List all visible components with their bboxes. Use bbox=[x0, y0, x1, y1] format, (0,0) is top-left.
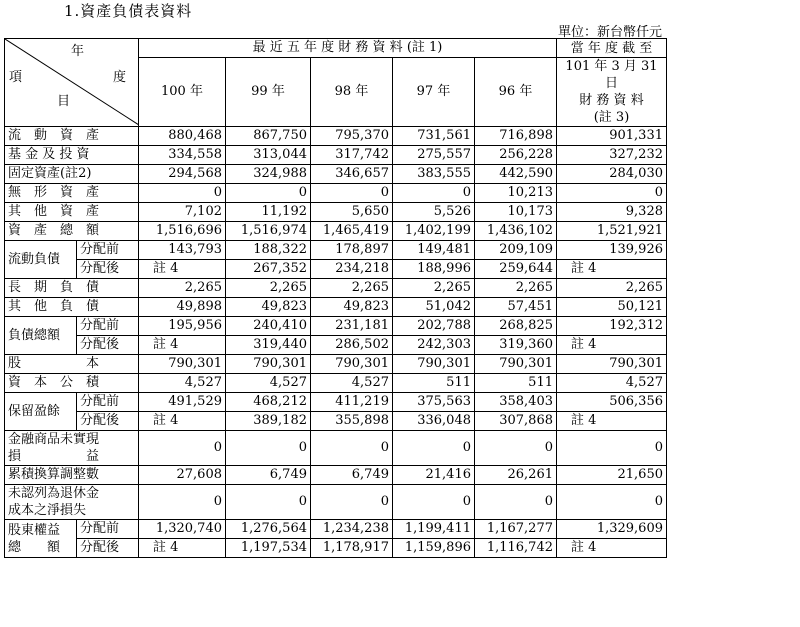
table-row bbox=[5, 260, 667, 279]
current-header-line2: 101 年 3 月 31 日 bbox=[565, 59, 658, 91]
cell: 795,370 bbox=[311, 127, 393, 146]
table-row bbox=[5, 485, 667, 520]
cell: 383,555 bbox=[393, 165, 475, 184]
table-row bbox=[5, 374, 667, 393]
cell: 790,301 bbox=[226, 355, 311, 374]
cell: 10,173 bbox=[475, 203, 557, 222]
cell: 209,109 bbox=[475, 241, 557, 260]
table-row bbox=[5, 355, 667, 374]
cell: 11,192 bbox=[226, 203, 311, 222]
current-period-header bbox=[557, 58, 667, 127]
corner-year-label: 年 bbox=[71, 44, 85, 59]
cell: 50,121 bbox=[557, 298, 667, 317]
table-row bbox=[5, 520, 667, 539]
cell: 1,320,740 bbox=[139, 520, 226, 539]
sub-label: 分配前 bbox=[77, 520, 139, 539]
cell: 4,527 bbox=[557, 374, 667, 393]
cell: 2,265 bbox=[393, 279, 475, 298]
row-label: 資 產 總 額 bbox=[5, 222, 139, 241]
cell: 506,356 bbox=[557, 393, 667, 412]
cell: 51,042 bbox=[393, 298, 475, 317]
cell: 2,265 bbox=[226, 279, 311, 298]
row-label: 基 金 及 投 資 bbox=[5, 146, 139, 165]
cell: 880,468 bbox=[139, 127, 226, 146]
cell: 0 bbox=[226, 184, 311, 203]
cell: 註 4 bbox=[139, 539, 226, 558]
cell: 5,650 bbox=[311, 203, 393, 222]
cell: 901,331 bbox=[557, 127, 667, 146]
cell: 註 4 bbox=[139, 260, 226, 279]
cell: 307,868 bbox=[475, 412, 557, 431]
cell: 6,749 bbox=[311, 466, 393, 485]
cell: 0 bbox=[139, 485, 226, 520]
corner-mu-label: 目 bbox=[57, 94, 71, 109]
cell: 0 bbox=[393, 431, 475, 466]
cell: 867,750 bbox=[226, 127, 311, 146]
row-label: 其 他 資 產 bbox=[5, 203, 139, 222]
cell: 319,360 bbox=[475, 336, 557, 355]
cell: 790,301 bbox=[475, 355, 557, 374]
cell: 1,197,534 bbox=[226, 539, 311, 558]
table-row bbox=[5, 241, 667, 260]
sub-label: 分配前 bbox=[77, 317, 139, 336]
cell: 234,218 bbox=[311, 260, 393, 279]
cell: 1,516,696 bbox=[139, 222, 226, 241]
cell: 10,213 bbox=[475, 184, 557, 203]
year-header: 100 年 bbox=[139, 58, 226, 127]
cell: 註 4 bbox=[139, 412, 226, 431]
cell: 231,181 bbox=[311, 317, 393, 336]
table-row bbox=[5, 127, 667, 146]
cell: 731,561 bbox=[393, 127, 475, 146]
row-label: 保留盈餘 bbox=[5, 393, 77, 431]
table-row bbox=[5, 298, 667, 317]
sub-label: 分配後 bbox=[77, 539, 139, 558]
cell: 2,265 bbox=[557, 279, 667, 298]
cell: 317,742 bbox=[311, 146, 393, 165]
cell: 355,898 bbox=[311, 412, 393, 431]
cell: 0 bbox=[311, 431, 393, 466]
table-row bbox=[5, 466, 667, 485]
cell: 1,178,917 bbox=[311, 539, 393, 558]
cell: 2,265 bbox=[311, 279, 393, 298]
cell: 202,788 bbox=[393, 317, 475, 336]
cell: 4,527 bbox=[139, 374, 226, 393]
cell: 0 bbox=[311, 184, 393, 203]
row-label-line: 未認列為退休金 bbox=[8, 486, 100, 501]
cell: 26,261 bbox=[475, 466, 557, 485]
cell: 註 4 bbox=[139, 336, 226, 355]
cell: 0 bbox=[557, 431, 667, 466]
section-title: 1.資產負債表資料 bbox=[64, 2, 193, 20]
cell: 334,558 bbox=[139, 146, 226, 165]
row-label-line: 金融商品未實現 bbox=[8, 432, 100, 447]
cell: 27,608 bbox=[139, 466, 226, 485]
cell: 21,650 bbox=[557, 466, 667, 485]
cell: 491,529 bbox=[139, 393, 226, 412]
cell: 192,312 bbox=[557, 317, 667, 336]
cell: 1,116,742 bbox=[475, 539, 557, 558]
cell: 2,265 bbox=[475, 279, 557, 298]
cell: 468,212 bbox=[226, 393, 311, 412]
cell: 註 4 bbox=[557, 336, 667, 355]
cell: 346,657 bbox=[311, 165, 393, 184]
cell: 389,182 bbox=[226, 412, 311, 431]
cell: 1,521,921 bbox=[557, 222, 667, 241]
corner-header-cell bbox=[5, 39, 139, 127]
cell: 4,527 bbox=[226, 374, 311, 393]
cell: 0 bbox=[311, 485, 393, 520]
row-label: 流 動 資 產 bbox=[5, 127, 139, 146]
cell: 336,048 bbox=[393, 412, 475, 431]
cell: 195,956 bbox=[139, 317, 226, 336]
cell: 0 bbox=[393, 184, 475, 203]
current-header-line4: (註 3) bbox=[593, 110, 630, 125]
cell: 1,516,974 bbox=[226, 222, 311, 241]
table-row bbox=[5, 203, 667, 222]
table-row bbox=[5, 317, 667, 336]
sub-label: 分配後 bbox=[77, 336, 139, 355]
table-row bbox=[5, 146, 667, 165]
row-label: 其 他 負 債 bbox=[5, 298, 139, 317]
cell: 註 4 bbox=[557, 260, 667, 279]
cell: 294,568 bbox=[139, 165, 226, 184]
cell: 0 bbox=[393, 485, 475, 520]
cell: 1,159,896 bbox=[393, 539, 475, 558]
current-header-line3: 財 務 資 料 bbox=[579, 93, 644, 108]
sub-label: 分配後 bbox=[77, 260, 139, 279]
cell: 442,590 bbox=[475, 165, 557, 184]
cell: 4,527 bbox=[311, 374, 393, 393]
row-label: 無 形 資 產 bbox=[5, 184, 139, 203]
cell: 9,328 bbox=[557, 203, 667, 222]
row-label: 長 期 負 債 bbox=[5, 279, 139, 298]
cell: 0 bbox=[557, 485, 667, 520]
cell: 1,402,199 bbox=[393, 222, 475, 241]
cell: 0 bbox=[226, 485, 311, 520]
cell: 57,451 bbox=[475, 298, 557, 317]
sub-label: 分配後 bbox=[77, 412, 139, 431]
cell: 1,436,102 bbox=[475, 222, 557, 241]
year-header: 98 年 bbox=[311, 58, 393, 127]
cell: 375,563 bbox=[393, 393, 475, 412]
cell: 259,644 bbox=[475, 260, 557, 279]
cell: 7,102 bbox=[139, 203, 226, 222]
table-row bbox=[5, 165, 667, 184]
cell: 註 4 bbox=[557, 539, 667, 558]
corner-xiang-label: 項 bbox=[9, 70, 23, 85]
cell: 790,301 bbox=[557, 355, 667, 374]
cell: 511 bbox=[475, 374, 557, 393]
cell: 1,167,277 bbox=[475, 520, 557, 539]
cell: 319,440 bbox=[226, 336, 311, 355]
cell: 1,234,238 bbox=[311, 520, 393, 539]
cell: 6,749 bbox=[226, 466, 311, 485]
cell: 0 bbox=[139, 184, 226, 203]
cell: 21,416 bbox=[393, 466, 475, 485]
cell: 324,988 bbox=[226, 165, 311, 184]
cell: 註 4 bbox=[557, 412, 667, 431]
cell: 49,823 bbox=[226, 298, 311, 317]
sub-label: 分配前 bbox=[77, 241, 139, 260]
cell: 0 bbox=[557, 184, 667, 203]
current-header-line1: 當 年 度 截 至 bbox=[557, 39, 667, 58]
cell: 327,232 bbox=[557, 146, 667, 165]
cell: 49,898 bbox=[139, 298, 226, 317]
cell: 1,329,609 bbox=[557, 520, 667, 539]
cell: 178,897 bbox=[311, 241, 393, 260]
cell: 790,301 bbox=[393, 355, 475, 374]
cell: 188,322 bbox=[226, 241, 311, 260]
unit-label: 單位：新台幣仟元 bbox=[557, 25, 662, 40]
row-label-line: 總 額 bbox=[8, 539, 61, 555]
year-header: 99 年 bbox=[226, 58, 311, 127]
cell: 275,557 bbox=[393, 146, 475, 165]
cell: 0 bbox=[475, 485, 557, 520]
cell: 2,265 bbox=[139, 279, 226, 298]
cell: 0 bbox=[226, 431, 311, 466]
corner-du-label: 度 bbox=[112, 70, 126, 85]
cell: 1,276,564 bbox=[226, 520, 311, 539]
row-label: 負債總額 bbox=[5, 317, 77, 355]
row-label: 資 本 公 積 bbox=[5, 374, 139, 393]
row-label-line: 股東權益 bbox=[8, 522, 61, 538]
row-label-line: 損 益 bbox=[8, 449, 100, 464]
cell: 790,301 bbox=[139, 355, 226, 374]
row-label bbox=[5, 520, 77, 558]
cell: 0 bbox=[475, 431, 557, 466]
cell: 358,403 bbox=[475, 393, 557, 412]
cell: 284,030 bbox=[557, 165, 667, 184]
cell: 242,303 bbox=[393, 336, 475, 355]
cell: 256,228 bbox=[475, 146, 557, 165]
table-row bbox=[5, 184, 667, 203]
cell: 411,219 bbox=[311, 393, 393, 412]
cell: 1,465,419 bbox=[311, 222, 393, 241]
balance-sheet-table bbox=[4, 38, 667, 558]
year-header: 96 年 bbox=[475, 58, 557, 127]
table-row bbox=[5, 431, 667, 466]
sub-label: 分配前 bbox=[77, 393, 139, 412]
cell: 49,823 bbox=[311, 298, 393, 317]
recent-five-years-header: 最 近 五 年 度 財 務 資 料 (註 1) bbox=[139, 39, 557, 58]
cell: 139,926 bbox=[557, 241, 667, 260]
cell: 240,410 bbox=[226, 317, 311, 336]
table-row bbox=[5, 222, 667, 241]
cell: 790,301 bbox=[311, 355, 393, 374]
cell: 313,044 bbox=[226, 146, 311, 165]
row-label-line: 成本之淨損失 bbox=[8, 503, 87, 518]
cell: 716,898 bbox=[475, 127, 557, 146]
row-label: 固定資產(註2) bbox=[5, 165, 139, 184]
cell: 1,199,411 bbox=[393, 520, 475, 539]
cell: 149,481 bbox=[393, 241, 475, 260]
cell: 5,526 bbox=[393, 203, 475, 222]
table-row bbox=[5, 336, 667, 355]
cell: 0 bbox=[139, 431, 226, 466]
table-row bbox=[5, 412, 667, 431]
row-label: 股 本 bbox=[5, 355, 139, 374]
row-label: 流動負債 bbox=[5, 241, 77, 279]
row-label: 累積換算調整數 bbox=[5, 466, 139, 485]
cell: 143,793 bbox=[139, 241, 226, 260]
table-row bbox=[5, 393, 667, 412]
year-header: 97 年 bbox=[393, 58, 475, 127]
cell: 188,996 bbox=[393, 260, 475, 279]
row-label bbox=[5, 431, 139, 466]
cell: 286,502 bbox=[311, 336, 393, 355]
cell: 268,825 bbox=[475, 317, 557, 336]
cell: 511 bbox=[393, 374, 475, 393]
row-label bbox=[5, 485, 139, 520]
table-row bbox=[5, 279, 667, 298]
cell: 267,352 bbox=[226, 260, 311, 279]
table-row bbox=[5, 539, 667, 558]
